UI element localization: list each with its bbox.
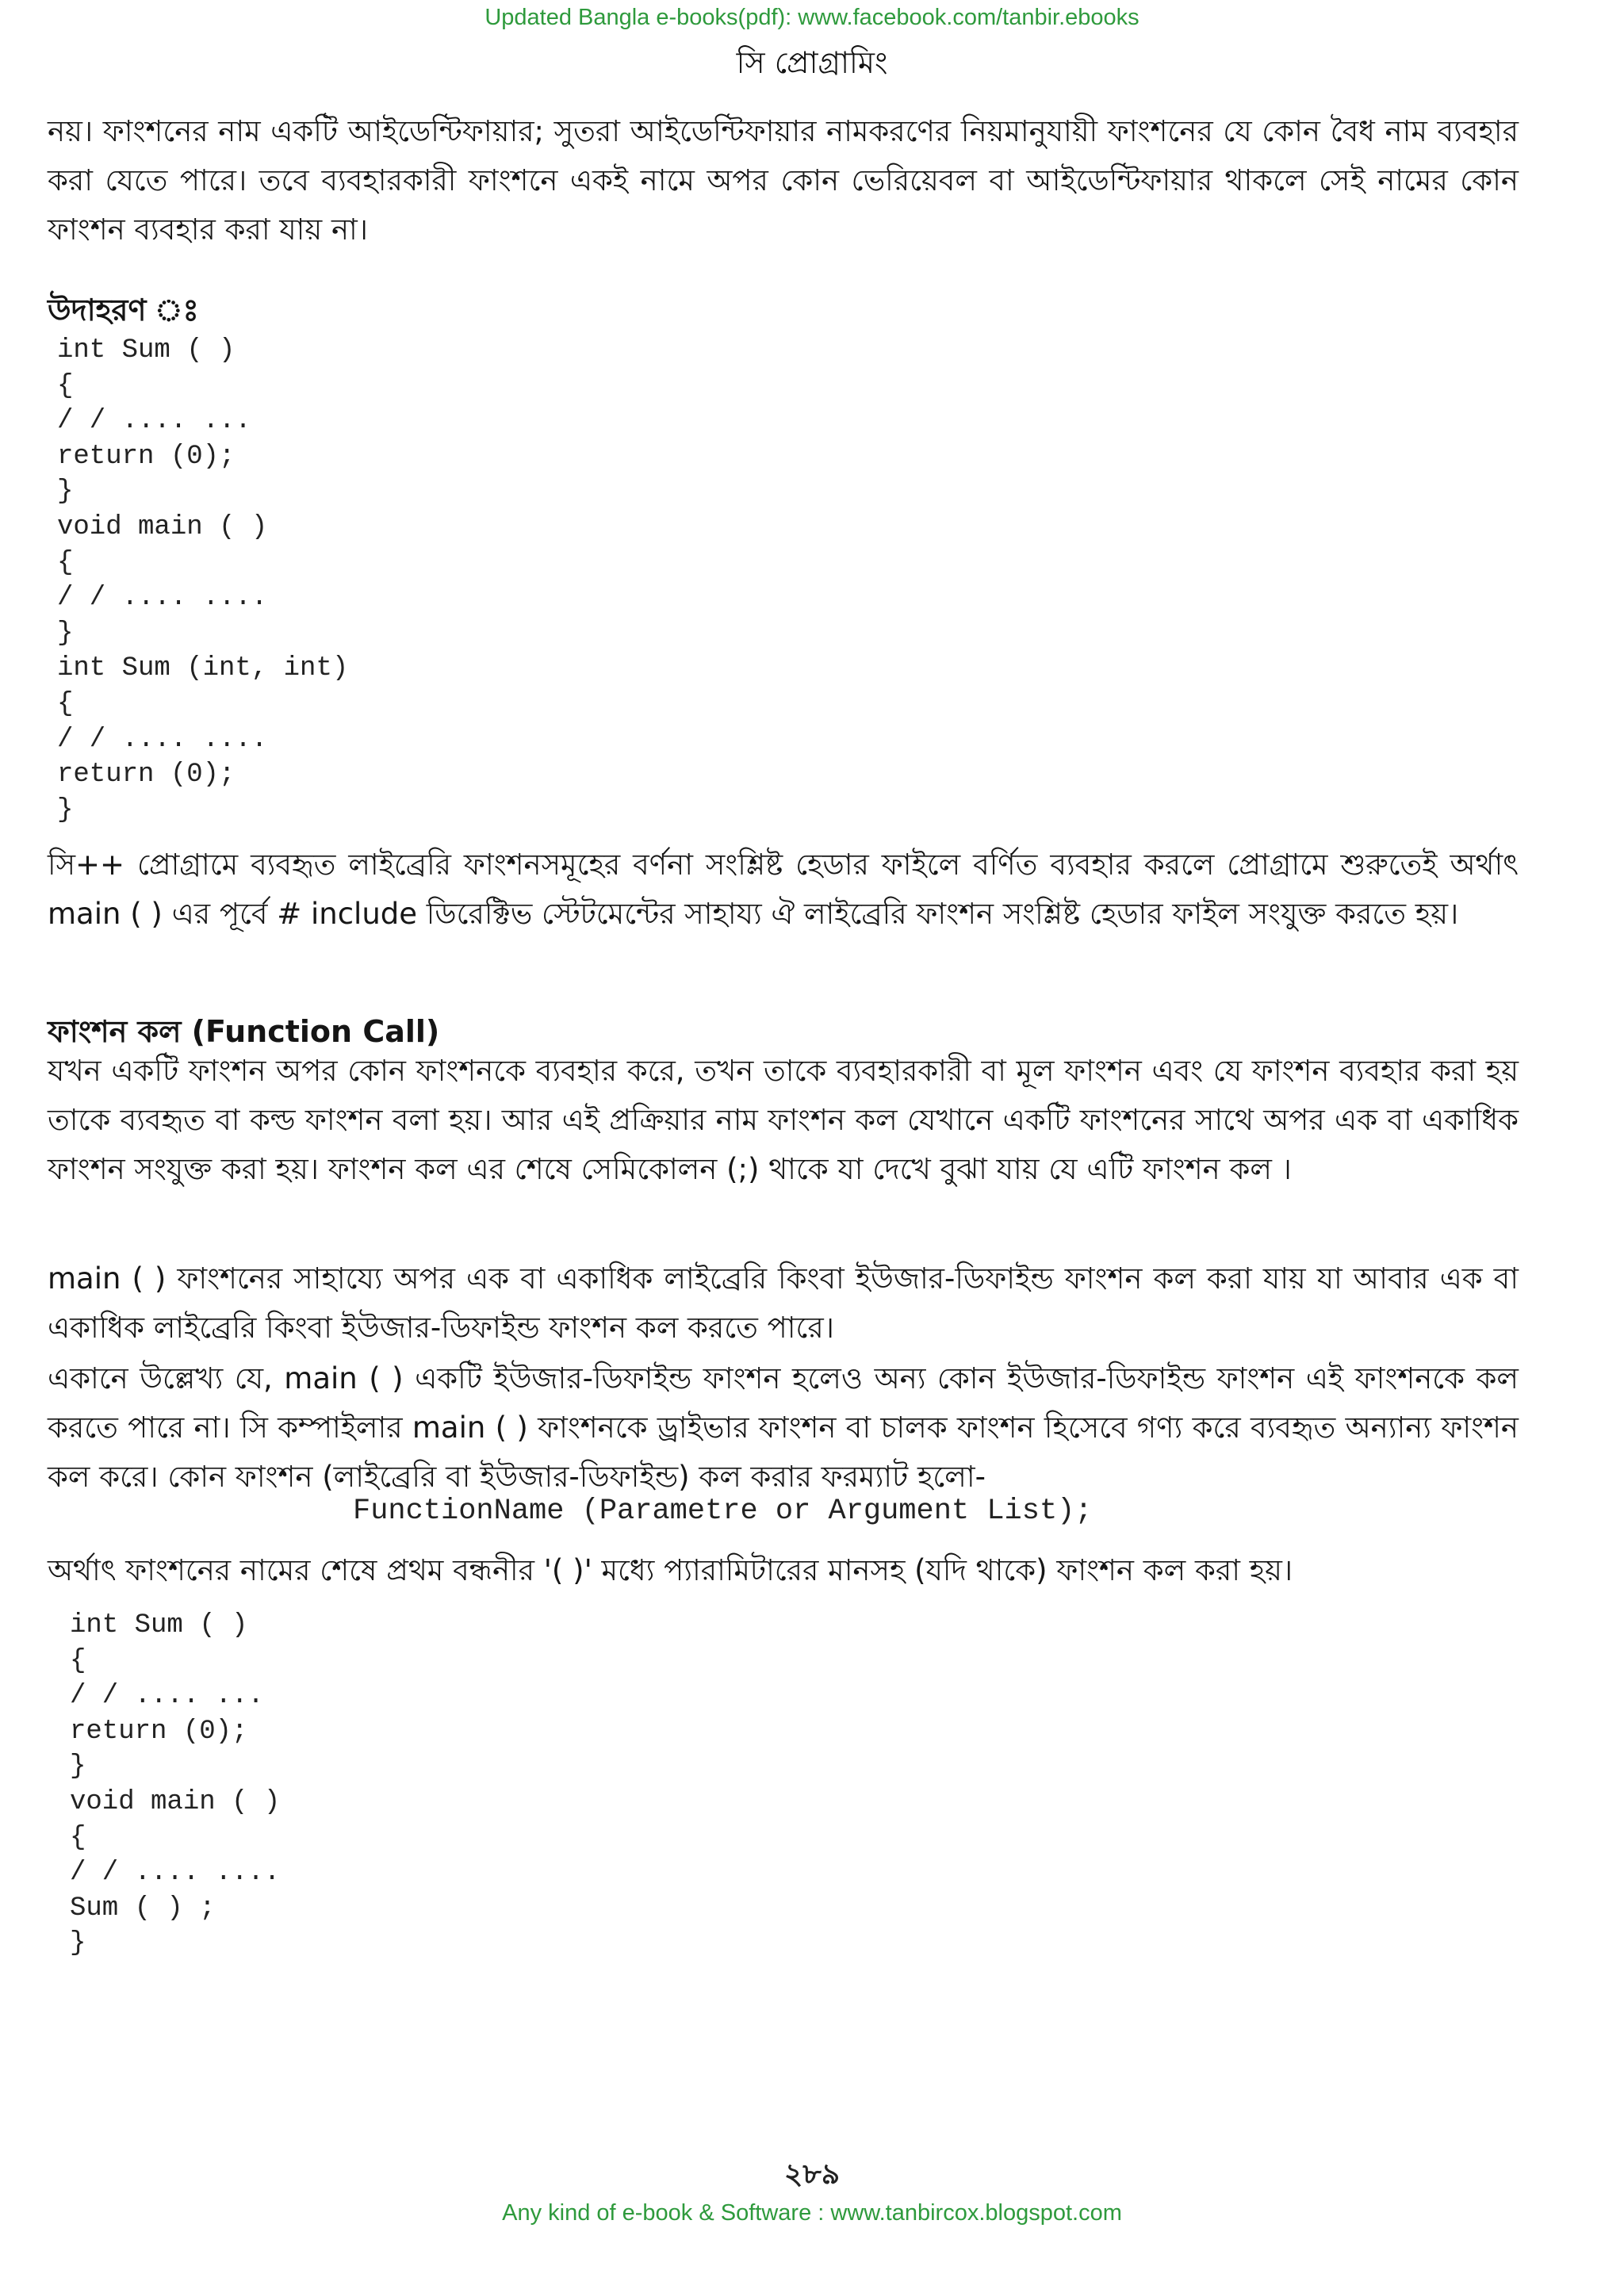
watermark-bottom: Any kind of e-book & Software : www.tanbircox.blogspot.com: [502, 2200, 1122, 2226]
code-example-1: int Sum ( ) { / / .... ... return (0); } void main ( ) { / / .... .... } int Sum (int, int) { / / .... .... return (0); }: [57, 335, 349, 825]
page-number: ২৮৯: [783, 2158, 841, 2191]
code-example-2: int Sum ( ) { / / .... ... return (0); } void main ( ) { / / .... .... Sum ( ) ; }: [70, 1610, 281, 1959]
paragraph-main-calls: main ( ) ফাংশনের সাহায্যে অপর এক বা একাধিক লাইব্রেরি কিংবা ইউজার-ডিফাইন্ড ফাংশন কল করা যায় যা আবার এক বা একাধিক লাইব্রেরি কিংবা ইউজার-ডিফাইন্ড ফাংশন কল করতে পারে।: [48, 1261, 1519, 1345]
watermark-top: Updated Bangla e-books(pdf): www.facebook.com/tanbir.ebooks: [485, 5, 1139, 30]
call-format-code: FunctionName (Parametre or Argument List);: [353, 1495, 1093, 1528]
running-head: সি প্রোগ্রামিং: [736, 45, 888, 80]
paragraph-call-explanation: অর্থাৎ ফাংশনের নামের শেষে প্রথম বন্ধনীর '( )' মধ্যে প্যারামিটারের মানসহ (যদি থাকে) ফাংশন কল করা হয়।: [48, 1553, 1293, 1587]
function-call-heading: ফাংশন কল (Function Call): [48, 1014, 440, 1049]
paragraph-function-call: যখন একটি ফাংশন অপর কোন ফাংশনকে ব্যবহার করে, তখন তাকে ব্যবহারকারী বা মূল ফাংশন এবং যে ফাংশন ব্যবহার করা হয় তাকে ব্যবহৃত বা কল্ড ফাংশন বলা হয়। আর এই প্রক্রিয়ার নাম ফাংশন কল যেখানে একটি ফাংশনের সাথে অপর এক বা একাধিক ফাংশন সংযুক্ত করা হয়। ফাংশন কল এর শেষে সেমিকোলন (;) থাকে যা দেখে বুঝা যায় যে এটি ফাংশন কল ।: [48, 1054, 1519, 1186]
paragraph-intro: নয়। ফাংশনের নাম একটি আইডেন্টিফায়ার; সুতরা আইডেন্টিফায়ার নামকরণের নিয়মানুযায়ী ফাংশনের যে কোন বৈধ নাম ব্যবহার করা যেতে পারে। তবে ব্যবহারকারী ফাংশনে একই নামে অপর কোন ভেরিয়েবল বা আইডেন্টিফায়ার থাকলে সেই নামের কোন ফাংশন ব্যবহার করা যায় না।: [48, 114, 1519, 247]
paragraph-main-driver: একানে উল্লেখ্য যে, main ( ) একটি ইউজার-ডিফাইন্ড ফাংশন হলেও অন্য কোন ইউজার-ডিফাইন্ড ফাংশন এই ফাংশনকে কল করতে পারে না। সি কম্পাইলার main ( ) ফাংশনকে ড্রাইভার ফাংশন বা চালক ফাংশন হিসেবে গণ্য করে ব্যবহৃত অন্যান্য ফাংশন কল করে। কোন ফাংশন (লাইব্রেরি বা ইউজার-ডিফাইন্ড) কল করার ফরম্যাট হলো-: [48, 1361, 1519, 1494]
example-heading: উদাহরণ ঃ: [48, 293, 199, 327]
paragraph-header-files: সি++ প্রোগ্রামে ব্যবহৃত লাইব্রেরি ফাংশনসমূহের বর্ণনা সংশ্লিষ্ট হেডার ফাইলে বর্ণিত ব্যবহার করলে প্রোগ্রামে শুরুতেই অর্থাৎ main ( ) এর পূর্বে # include ডিরেক্টিভ স্টেটমেন্টের সাহায্য ঐ লাইব্রেরি ফাংশন সংশ্লিষ্ট হেডার ফাইল সংযুক্ত করতে হয়।: [48, 848, 1519, 931]
